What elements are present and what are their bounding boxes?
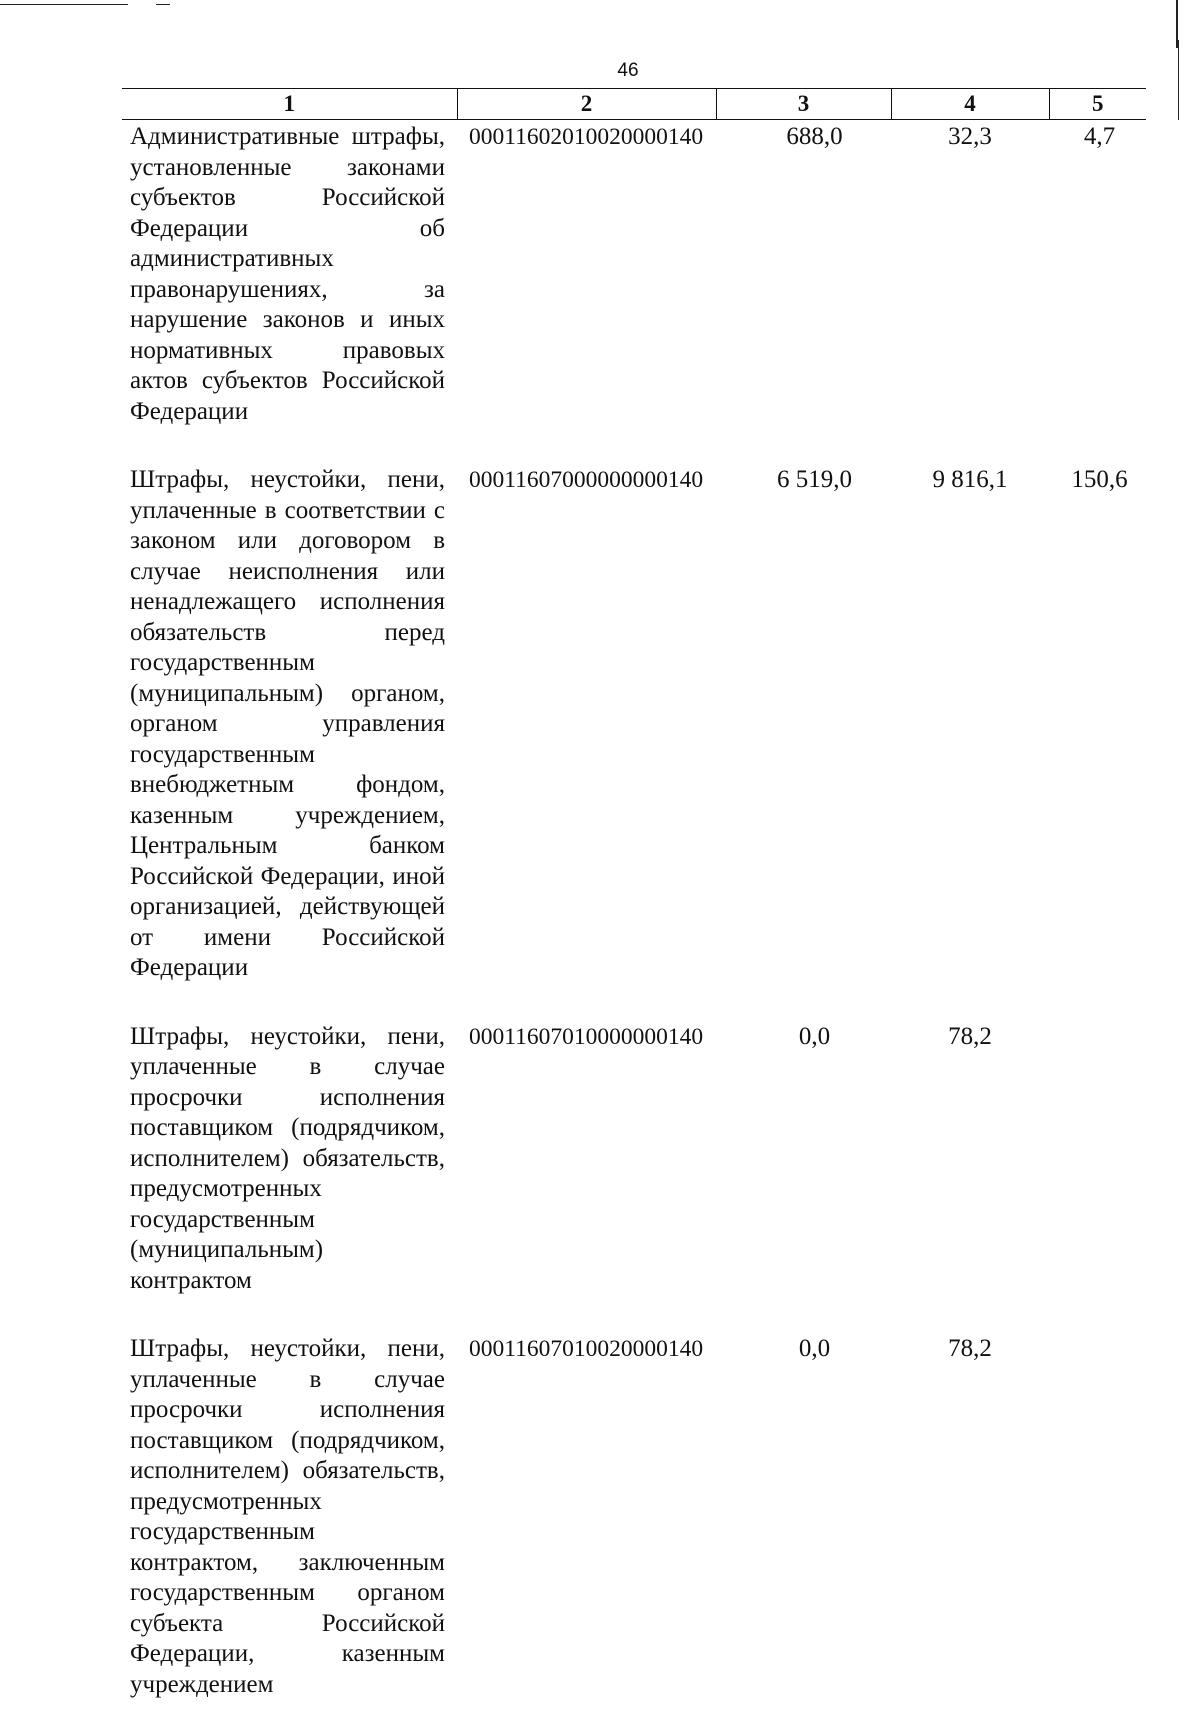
header-col-3: 3 bbox=[716, 89, 891, 120]
row-name: Административные штрафы, установленные законами субъектов Российской Федерации об административных правонарушениях, за нарушение законов и иных нормативных правовых актов субъектов Российской Федерации bbox=[130, 123, 445, 425]
table-row bbox=[122, 120, 1146, 464]
table-row bbox=[122, 1332, 1146, 1736]
row-code: 00011607010000000140 bbox=[469, 1023, 704, 1050]
row-value-col3: 0,0 bbox=[798, 1022, 831, 1050]
row-code: 00011602010020000140 bbox=[469, 124, 704, 150]
row-code: 00011607010020000140 bbox=[469, 1336, 704, 1362]
row-name: Штрафы, неустойки, пени, уплаченные в соответствии с законом или договором в случае неисполнения или ненадлежащего исполнения обязательств перед государственным (муниципальным) органом, органом управления государственным внебюджетным фондом, казенным учреждением, Центральным банком Российской Федерации, иной организацией, действующей от имени Российской Федерации bbox=[130, 466, 445, 981]
page-number: 46 bbox=[617, 60, 639, 81]
row-value-col3: 688,0 bbox=[786, 123, 843, 150]
row-value-col3: 6 519,0 bbox=[777, 466, 852, 493]
row-value-col4: 32,3 bbox=[948, 123, 992, 150]
scan-edge-mark-top-short bbox=[156, 4, 170, 5]
header-col-1: 1 bbox=[122, 89, 457, 120]
row-value-col5 bbox=[1049, 1020, 1146, 1333]
header-col-2: 2 bbox=[457, 89, 716, 120]
table-row bbox=[122, 463, 1146, 1020]
row-value-col4: 9 816,1 bbox=[932, 466, 1008, 493]
row-value-col5: 150,6 bbox=[1071, 466, 1128, 493]
table-header-row bbox=[122, 89, 1146, 120]
row-value-col4: 78,2 bbox=[948, 1335, 992, 1362]
row-value-col4: 78,2 bbox=[948, 1022, 992, 1050]
row-name: Штрафы, неустойки, пени, уплаченные в случае просрочки исполнения поставщиком (подрядчиком, исполнителем) обязательств, предусмотренных государственным контрактом, заключенным государственным органом субъекта Российской Федерации, казенным учреждением bbox=[130, 1335, 445, 1698]
budget-table bbox=[122, 88, 1146, 1736]
header-col-4: 4 bbox=[891, 89, 1049, 120]
table-row bbox=[122, 1020, 1146, 1333]
row-name: Штрафы, неустойки, пени, уплаченные в случае просрочки исполнения поставщиком (подрядчиком, исполнителем) обязательств, предусмотренных государственным (муниципальным) контрактом bbox=[130, 1022, 445, 1294]
row-value-col5 bbox=[1049, 1332, 1146, 1736]
row-value-col3: 0,0 bbox=[798, 1335, 831, 1362]
row-value-col5: 4,7 bbox=[1083, 123, 1116, 150]
scan-edge-mark-top bbox=[0, 4, 128, 5]
header-col-5: 5 bbox=[1049, 89, 1146, 120]
row-code: 00011607000000000140 bbox=[469, 467, 704, 493]
